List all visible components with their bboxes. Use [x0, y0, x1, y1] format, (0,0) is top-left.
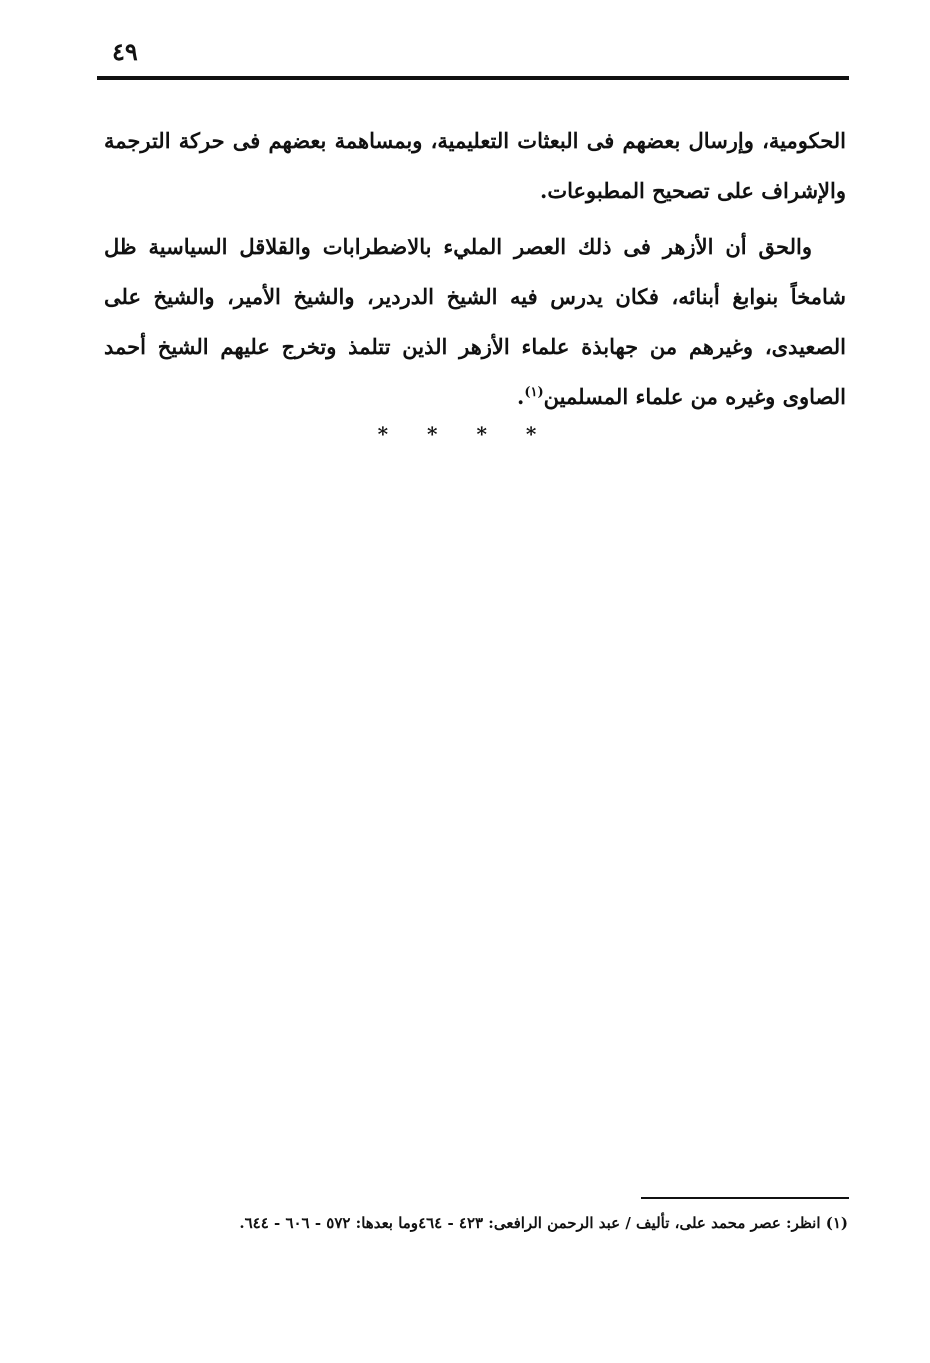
- footnote-reference[interactable]: (١): [524, 385, 544, 400]
- paragraph-2-end: .: [517, 384, 525, 409]
- footnote: (١) انظر: عصر محمد على، تأليف / عبد الرحمن الرافعى: ٤٢٣ - ٤٦٤وما بعدها: ٥٧٢ - ٦٠٦ - ٦٤٤.: [239, 1214, 848, 1232]
- section-separator: * * * *: [377, 422, 553, 446]
- body-text: [104, 116, 846, 422]
- paragraph-2: [104, 222, 846, 422]
- header-rule: [97, 76, 849, 80]
- paragraph-2-text: والحق أن الأزهر فى ذلك العصر المليء بالاضطرابات والقلاقل السياسية ظل شامخاً بنوابغ أبنائه، فكان يدرس فيه الشيخ الدردير، والشيخ الأمير، والشيخ على الصعيدى، وغيرهم من جهابذة علماء الأزهر الذين تتلمذ وتخرج عليهم الشيخ أحمد الصاوى وغيره من علماء المسلمين: [104, 234, 846, 409]
- paragraph-1: الحكومية، وإرسال بعضهم فى البعثات التعليمية، وبمساهمة بعضهم فى حركة الترجمة والإشراف على تصحيح المطبوعات.: [104, 128, 846, 203]
- footnote-rule: [641, 1197, 849, 1199]
- page-number: ٤٩: [112, 37, 138, 66]
